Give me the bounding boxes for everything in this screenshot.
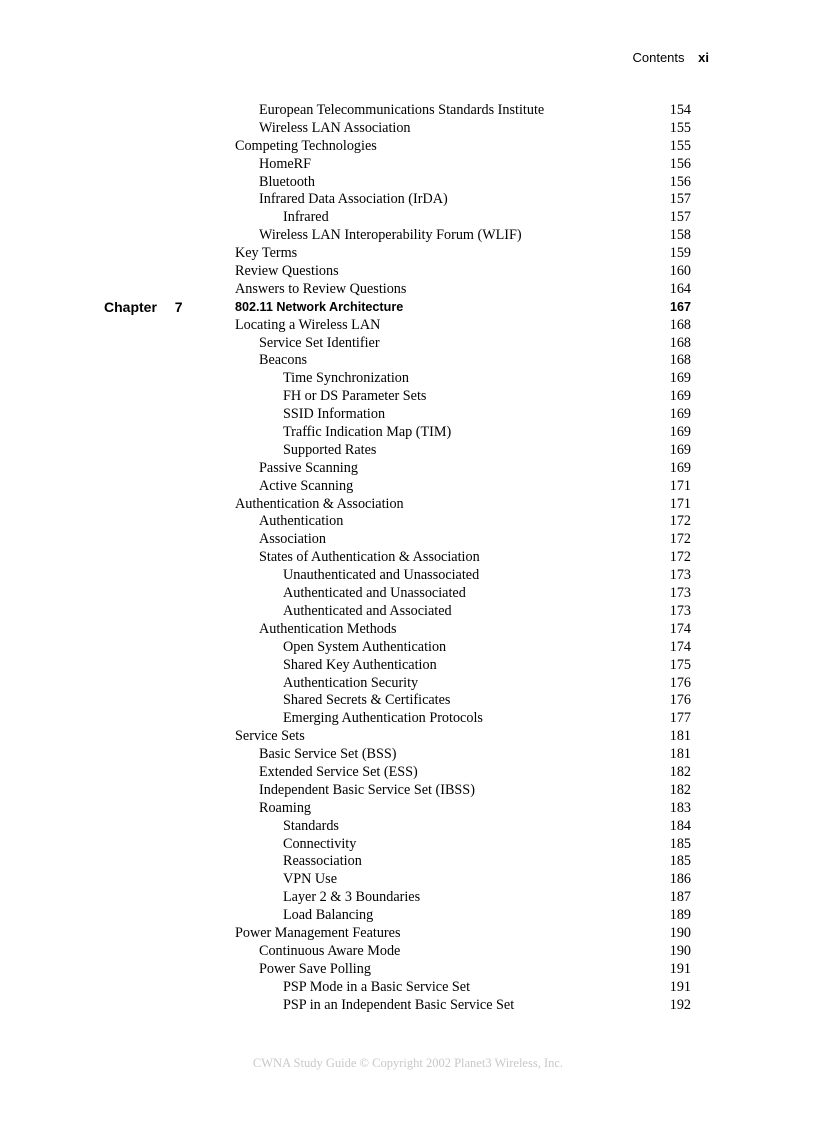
toc-entry-page: 185 — [669, 853, 691, 870]
footer-copyright: CWNA Study Guide © Copyright 2002 Planet3 Wireless, Inc. — [252, 1056, 564, 1070]
toc-entry-page: 173 — [669, 585, 691, 602]
toc-entry-title: Answers to Review Questions — [235, 280, 407, 297]
toc-entry-title: Beacons — [259, 352, 308, 369]
toc-entry-title: Association — [259, 531, 326, 548]
running-header — [0, 50, 709, 65]
toc-entry-title: Shared Secrets & Certificates — [283, 692, 451, 709]
toc-entry[interactable] — [235, 782, 691, 800]
toc-entry-title: Key Terms — [235, 245, 298, 262]
toc-entry-page: 186 — [669, 871, 691, 888]
toc-entry-title: Review Questions — [235, 263, 339, 280]
toc-entry-title: Service Set Identifier — [259, 334, 380, 351]
toc-entry[interactable] — [235, 496, 691, 514]
toc-entry-page: 172 — [669, 513, 691, 530]
chapter-number: 7 — [174, 299, 183, 315]
toc-entry-title: FH or DS Parameter Sets — [283, 388, 427, 405]
toc-entry[interactable] — [235, 531, 691, 549]
toc-entry-page: 181 — [669, 728, 691, 745]
toc-entry[interactable] — [235, 263, 691, 281]
toc-entry-page: 168 — [669, 316, 691, 333]
toc-entry-page: 159 — [669, 245, 691, 262]
toc-entry-title: PSP in an Independent Basic Service Set — [283, 996, 515, 1013]
toc-entry-page: 177 — [669, 710, 691, 727]
toc-entry-page: 168 — [669, 334, 691, 351]
toc-entry[interactable] — [235, 317, 691, 335]
toc-entry-page: 160 — [669, 263, 691, 280]
toc-entry-page: 187 — [669, 889, 691, 906]
header-section-title: Contents — [632, 50, 685, 65]
toc-entry-page: 184 — [669, 817, 691, 834]
toc-entry[interactable] — [235, 191, 691, 209]
toc-entry-title: Locating a Wireless LAN — [235, 316, 381, 333]
toc-entry[interactable] — [235, 281, 691, 299]
toc-entry[interactable] — [235, 889, 691, 907]
toc-entry-page: 190 — [669, 942, 691, 959]
toc-entry-page: 155 — [669, 119, 691, 136]
toc-entry-title: Unauthenticated and Unassociated — [283, 567, 480, 584]
toc-entry-page: 174 — [669, 620, 691, 637]
toc-entry-page: 169 — [669, 370, 691, 387]
toc-entry[interactable] — [235, 907, 691, 925]
toc-entry-page: 182 — [669, 781, 691, 798]
toc-entry[interactable] — [235, 370, 691, 388]
table-of-contents — [235, 102, 691, 1014]
toc-entry-title: Connectivity — [283, 835, 357, 852]
toc-entry-title: Shared Key Authentication — [283, 656, 437, 673]
toc-entry-page: 173 — [669, 567, 691, 584]
toc-entry[interactable] — [235, 442, 691, 460]
toc-entry[interactable] — [235, 657, 691, 675]
toc-entry-title: Authenticated and Unassociated — [283, 585, 466, 602]
header-page-number: xi — [698, 50, 709, 65]
toc-entry-title: Emerging Authentication Protocols — [283, 710, 483, 727]
toc-entry-page: 182 — [669, 763, 691, 780]
toc-entry[interactable] — [235, 513, 691, 531]
toc-entry-page: 181 — [669, 746, 691, 763]
toc-entry-page: 171 — [669, 477, 691, 494]
toc-entry[interactable] — [235, 836, 691, 854]
toc-entry-page: 156 — [669, 155, 691, 172]
chapter-word: Chapter — [104, 299, 157, 315]
toc-entry-page: 154 — [669, 102, 691, 118]
toc-entry-title: European Telecommunications Standards Institute — [259, 102, 545, 118]
toc-entry[interactable] — [235, 692, 691, 710]
toc-entry-page: 176 — [669, 674, 691, 691]
toc-entry-title: Service Sets — [235, 728, 305, 745]
toc-entry[interactable] — [235, 943, 691, 961]
toc-entry[interactable] — [235, 174, 691, 192]
toc-entry[interactable] — [235, 567, 691, 585]
toc-entry-title: Active Scanning — [259, 477, 354, 494]
toc-entry-title: Authentication & Association — [235, 495, 404, 512]
toc-entry[interactable] — [235, 728, 691, 746]
toc-entry-page: 175 — [669, 656, 691, 673]
toc-entry[interactable] — [235, 406, 691, 424]
toc-entry-title: Infrared — [283, 209, 329, 226]
toc-entry[interactable] — [235, 299, 691, 317]
toc-entry[interactable] — [235, 120, 691, 138]
toc-entry[interactable] — [235, 227, 691, 245]
toc-entry[interactable] — [235, 871, 691, 889]
toc-entry[interactable] — [235, 961, 691, 979]
toc-entry[interactable] — [235, 138, 691, 156]
toc-entry[interactable] — [235, 979, 691, 997]
toc-entry-title: Competing Technologies — [235, 137, 377, 154]
toc-entry[interactable] — [235, 621, 691, 639]
toc-entry-page: 169 — [669, 388, 691, 405]
toc-entry-title: Time Synchronization — [283, 370, 409, 387]
toc-entry[interactable] — [235, 549, 691, 567]
toc-entry-page: 167 — [669, 299, 691, 314]
toc-entry-page: 155 — [669, 137, 691, 154]
toc-entry[interactable] — [235, 818, 691, 836]
toc-entry[interactable] — [235, 156, 691, 174]
toc-entry-page: 169 — [669, 459, 691, 476]
toc-entry[interactable] — [235, 925, 691, 943]
toc-entry-title: Authentication — [259, 513, 344, 530]
toc-entry[interactable] — [235, 102, 691, 120]
toc-entry-title: Roaming — [259, 799, 312, 816]
chapter-label — [104, 299, 183, 315]
toc-entry-title: Standards — [283, 817, 339, 834]
toc-entry[interactable] — [235, 478, 691, 496]
toc-entry[interactable] — [235, 245, 691, 263]
toc-entry-title: PSP Mode in a Basic Service Set — [283, 978, 471, 995]
toc-entry-page: 191 — [669, 960, 691, 977]
toc-entry-title: Authenticated and Associated — [283, 602, 452, 619]
toc-entry-page: 192 — [669, 996, 691, 1013]
toc-entry[interactable] — [235, 335, 691, 353]
toc-entry-title: HomeRF — [259, 155, 312, 172]
toc-entry-title: SSID Information — [283, 406, 386, 423]
toc-entry-page: 158 — [669, 227, 691, 244]
toc-entry-title: Layer 2 & 3 Boundaries — [283, 889, 421, 906]
toc-entry[interactable] — [235, 209, 691, 227]
toc-entry-title: Power Save Polling — [259, 960, 371, 977]
toc-entry[interactable] — [235, 585, 691, 603]
toc-entry-title: Passive Scanning — [259, 459, 358, 476]
toc-entry[interactable] — [235, 424, 691, 442]
toc-entry-page: 190 — [669, 924, 691, 941]
toc-entry-title: Continuous Aware Mode — [259, 942, 401, 959]
toc-entry-title: Load Balancing — [283, 907, 374, 924]
toc-entry-title: Basic Service Set (BSS) — [259, 746, 397, 763]
toc-entry-title: Extended Service Set (ESS) — [259, 763, 418, 780]
toc-entry-title: VPN Use — [283, 871, 337, 888]
toc-entry-title: 802.11 Network Architecture — [235, 299, 404, 314]
toc-entry-title: Traffic Indication Map (TIM) — [283, 424, 452, 441]
toc-entry-page: 172 — [669, 531, 691, 548]
toc-entry-title: Reassociation — [283, 853, 362, 870]
toc-entry-title: States of Authentication & Association — [259, 549, 480, 566]
toc-entry-title: Power Management Features — [235, 924, 401, 941]
toc-entry[interactable] — [235, 764, 691, 782]
toc-entry-page: 174 — [669, 638, 691, 655]
toc-entry-page: 164 — [669, 280, 691, 297]
toc-entry-title: Infrared Data Association (IrDA) — [259, 191, 448, 208]
toc-entry-title: Authentication Methods — [259, 620, 397, 637]
toc-entry-title: Open System Authentication — [283, 638, 447, 655]
toc-entry[interactable] — [235, 603, 691, 621]
toc-entry-title: Wireless LAN Interoperability Forum (WLIF) — [259, 227, 522, 244]
toc-entry-page: 189 — [669, 907, 691, 924]
toc-entry-page: 169 — [669, 424, 691, 441]
toc-entry[interactable] — [235, 352, 691, 370]
toc-entry-page: 157 — [669, 191, 691, 208]
toc-entry-page: 172 — [669, 549, 691, 566]
toc-entry[interactable] — [235, 710, 691, 728]
toc-entry-page: 169 — [669, 441, 691, 458]
toc-entry[interactable] — [235, 460, 691, 478]
toc-entry-page: 171 — [669, 495, 691, 512]
toc-entry-page: 168 — [669, 352, 691, 369]
toc-entry-page: 173 — [669, 602, 691, 619]
toc-entry[interactable] — [235, 800, 691, 818]
toc-entry-title: Independent Basic Service Set (IBSS) — [259, 781, 475, 798]
toc-entry[interactable] — [235, 639, 691, 657]
toc-entry[interactable] — [235, 997, 691, 1015]
toc-entry-title: Bluetooth — [259, 173, 315, 190]
toc-entry[interactable] — [235, 746, 691, 764]
toc-entry-page: 176 — [669, 692, 691, 709]
toc-entry-page: 183 — [669, 799, 691, 816]
toc-entry-page: 169 — [669, 406, 691, 423]
toc-entry-page: 157 — [669, 209, 691, 226]
toc-entry[interactable] — [235, 388, 691, 406]
toc-entry-title: Authentication Security — [283, 674, 419, 691]
toc-entry-page: 191 — [669, 978, 691, 995]
toc-entry[interactable] — [235, 675, 691, 693]
toc-entry-title: Wireless LAN Association — [259, 119, 411, 136]
toc-entry-title: Supported Rates — [283, 441, 377, 458]
toc-entry-page: 156 — [669, 173, 691, 190]
toc-entry-page: 185 — [669, 835, 691, 852]
toc-entry[interactable] — [235, 853, 691, 871]
